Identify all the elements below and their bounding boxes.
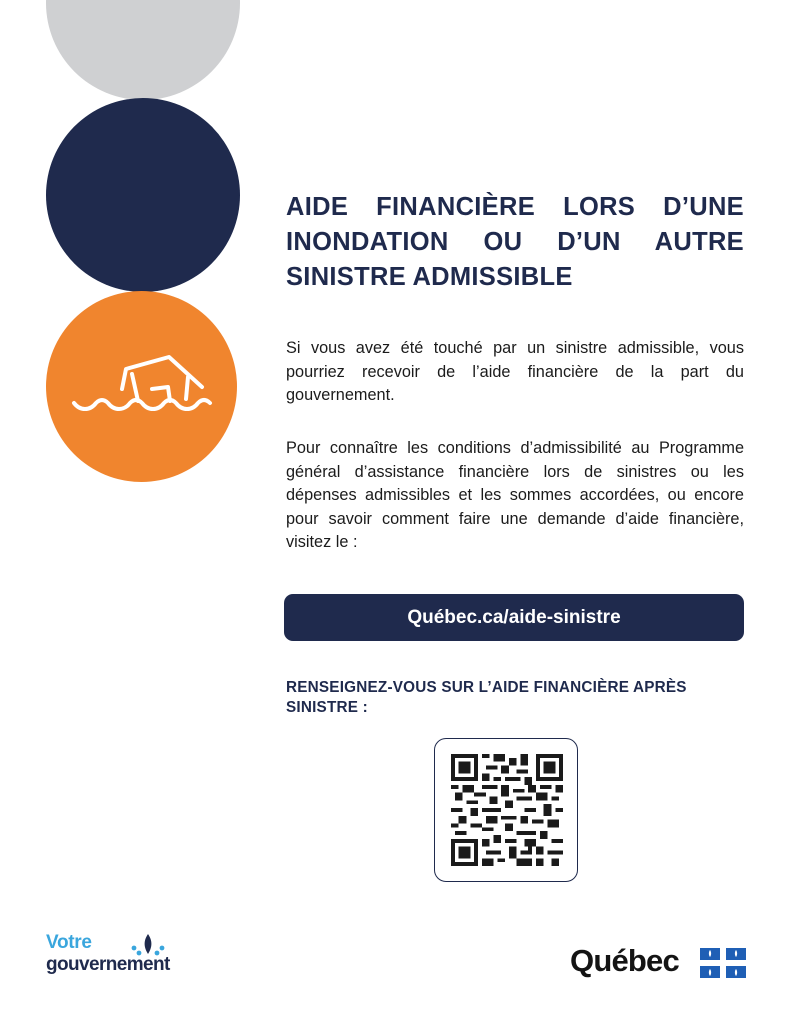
qr-heading: RENSEIGNEZ-VOUS SUR L’AIDE FINANCIÈRE APRÈS SINISTRE :	[286, 679, 687, 716]
qr-code-icon[interactable]	[451, 751, 563, 869]
aide-sinistre-link-button[interactable]: Québec.ca/aide-sinistre	[284, 594, 744, 641]
quebec-wordmark: Québec	[570, 943, 679, 978]
qr-frame	[434, 738, 578, 882]
grey-decorative-circle	[46, 0, 240, 100]
navy-decorative-circle	[46, 98, 240, 292]
quebec-flag-icon	[700, 948, 746, 978]
intro-paragraph: Si vous avez été touché par un sinistre admissible, vous pourriez recevoir de l’aide financière de la part du gouvernement.	[286, 339, 744, 404]
votre-logo-line1: Votre	[46, 932, 92, 953]
page-title: AIDE FINANCIÈRE LORS D’UNE INONDATION OU D’UN AUTRE SINISTRE ADMISSIBLE	[286, 193, 744, 291]
votre-gouvernement-logo	[46, 932, 216, 980]
details-paragraph: Pour connaître les conditions d’admissibilité au Programme général d’assistance financière lors de sinistres ou les dépenses admissibles et les sommes accordées, ou encore pour savoir comment faire une demande d’aide financière, visitez le :	[286, 439, 744, 551]
flooded-house-icon	[70, 347, 216, 423]
quebec-government-logo	[570, 941, 748, 983]
votre-logo-line2: gouvernement	[46, 954, 170, 975]
